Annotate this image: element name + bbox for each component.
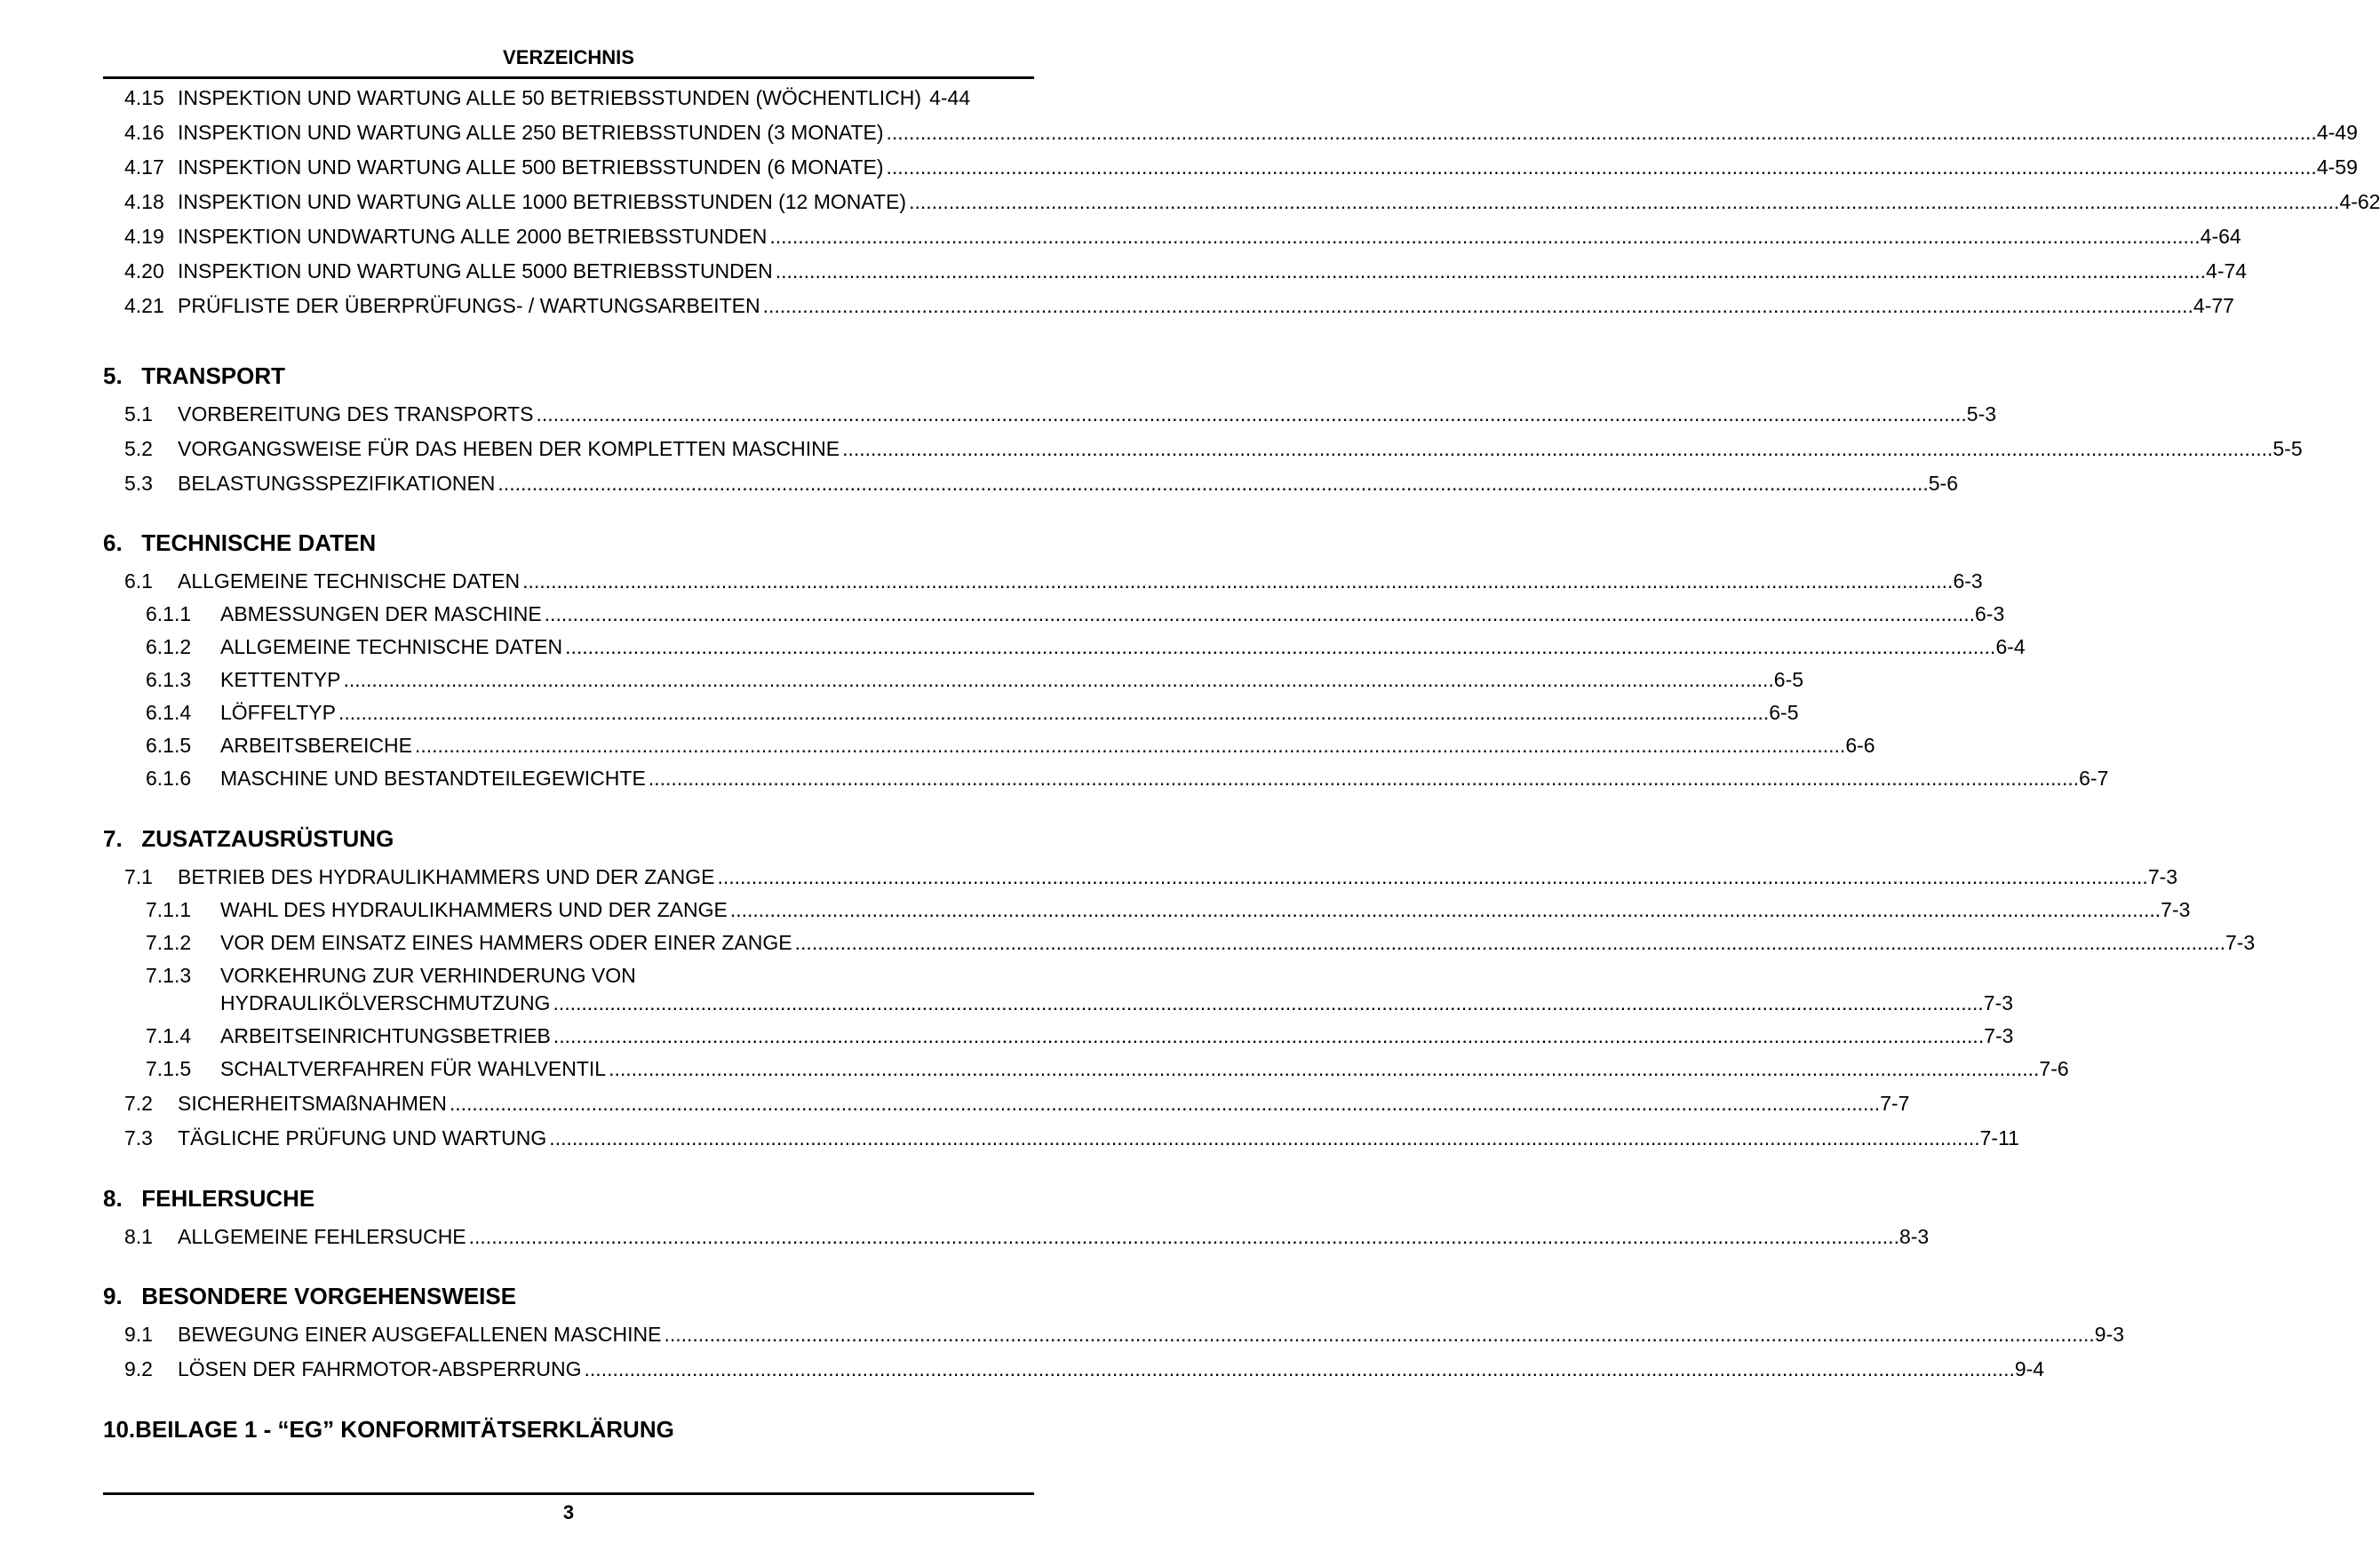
section-number: 5. [103, 362, 123, 389]
entry-title: WAHL DES HYDRAULIKHAMMERS UND DER ZANGE [220, 898, 728, 921]
section-number: 9. [103, 1283, 123, 1309]
section-number: 6. [103, 529, 123, 556]
entry-title-continued: HYDRAULIKÖLVERSCHMUTZUNG [220, 991, 551, 1014]
entry-title: LÖFFELTYP [220, 701, 336, 724]
section-heading-7[interactable] [103, 823, 394, 855]
section-heading-5[interactable] [103, 360, 285, 392]
section-title: TECHNISCHE DATEN [141, 529, 377, 556]
entry-number: 4.16 [124, 121, 164, 144]
leader-dots [730, 894, 2161, 926]
entry-page: 7-3 [2147, 865, 2178, 888]
toc-entry-6-1-2[interactable] [146, 631, 2026, 663]
toc-entry-7-1-5[interactable] [146, 1053, 2069, 1085]
leader-dots [553, 987, 1983, 1019]
entry-number: 7.1.5 [146, 1057, 192, 1080]
section-title: FEHLERSUCHE [141, 1185, 315, 1212]
entry-title: TÄGLICHE PRÜFUNG UND WARTUNG [178, 1126, 547, 1149]
entry-title: BETRIEB DES HYDRAULIKHAMMERS UND DER ZANGE [178, 865, 715, 888]
entry-page: 7-3 [1984, 1024, 2014, 1047]
leader-dots [609, 1053, 2039, 1085]
entry-page: 7-6 [2039, 1057, 2069, 1080]
entry-number: 7.1.2 [146, 931, 192, 954]
entry-title: PRÜFLISTE DER ÜBERPRÜFUNGS- / WARTUNGSARBEITEN [178, 294, 760, 317]
entry-title: ARBEITSBEREICHE [220, 734, 412, 757]
toc-entry-8-1[interactable] [124, 1221, 1930, 1253]
entry-title: INSPEKTION UNDWARTUNG ALLE 2000 BETRIEBSSTUNDEN [178, 225, 768, 248]
entry-title: LÖSEN DER FAHRMOTOR-ABSPERRUNG [178, 1357, 582, 1380]
entry-page: 6-3 [1975, 602, 2005, 625]
entry-title: VORGANGSWEISE FÜR DAS HEBEN DER KOMPLETTEN MASCHINE [178, 437, 840, 460]
leader-dots [536, 398, 1966, 430]
leader-dots [338, 696, 1769, 728]
entry-page: 6-5 [1773, 668, 1804, 691]
toc-entry-4-21[interactable] [124, 290, 2234, 322]
leader-dots [909, 186, 2339, 218]
entry-page: 6-5 [1769, 701, 1799, 724]
leader-dots [522, 565, 1953, 597]
entry-number: 9.2 [124, 1357, 153, 1380]
entry-number: 6.1.5 [146, 734, 192, 757]
entry-page: 4-59 [2316, 155, 2358, 179]
leader-dots [497, 467, 1928, 499]
entry-page: 4-77 [2193, 294, 2234, 317]
entry-page: 6-4 [1995, 635, 2026, 658]
leader-dots [776, 255, 2206, 287]
entry-number: 4.15 [124, 86, 164, 109]
section-heading-10[interactable] [103, 1413, 674, 1445]
entry-title: MASCHINE UND BESTANDTEILEGEWICHTE [220, 767, 646, 790]
toc-entry-7-1[interactable] [124, 861, 2178, 893]
entry-page: 7-3 [2225, 931, 2256, 954]
toc-entry-4-16[interactable] [124, 116, 2358, 148]
toc-entry-6-1-3[interactable] [146, 664, 1804, 696]
entry-number: 4.18 [124, 190, 164, 213]
entry-page: 5-5 [2273, 437, 2303, 460]
entry-number: 4.20 [124, 259, 164, 282]
toc-entry-5-1[interactable] [124, 398, 1997, 430]
entry-number: 7.1 [124, 865, 153, 888]
entry-page: 9-4 [2014, 1357, 2045, 1380]
entry-page: 4-74 [2206, 259, 2248, 282]
leader-dots [763, 290, 2193, 322]
toc-entry-6-1-4[interactable] [146, 696, 1799, 728]
entry-page: 7-3 [2161, 898, 2191, 921]
entry-number: 4.21 [124, 294, 164, 317]
toc-entry-9-2[interactable] [124, 1353, 2045, 1385]
entry-number: 9.1 [124, 1323, 153, 1346]
entry-page: 6-7 [2079, 767, 2109, 790]
section-title: BEILAGE 1 - “EG” KONFORMITÄTSERKLÄRUNG [135, 1416, 674, 1443]
entry-title: BELASTUNGSSPEZIFIKATIONEN [178, 472, 496, 495]
entry-number: 5.2 [124, 437, 153, 460]
entry-number: 7.2 [124, 1092, 153, 1115]
entry-title: SCHALTVERFAHREN FÜR WAHLVENTIL [220, 1057, 607, 1080]
entry-number: 5.3 [124, 472, 153, 495]
entry-title: INSPEKTION UND WARTUNG ALLE 250 BETRIEBSSTUNDEN (3 MONATE) [178, 121, 884, 144]
toc-entry-4-18[interactable] [124, 186, 2380, 218]
entry-title: INSPEKTION UND WARTUNG ALLE 1000 BETRIEBSSTUNDEN (12 MONATE) [178, 190, 907, 213]
entry-title: SICHERHEITSMAßNAHMEN [178, 1092, 447, 1115]
entry-number: 7.1.3 [146, 964, 192, 987]
entry-number: 6.1.4 [146, 701, 192, 724]
leader-dots [585, 1353, 2015, 1385]
leader-dots [887, 151, 2317, 183]
entry-page: 4-64 [2200, 225, 2241, 248]
page-number: 3 [562, 1501, 575, 1523]
entry-number: 8.1 [124, 1225, 153, 1248]
entry-page: 5-3 [1966, 402, 1997, 426]
entry-number: 6.1.3 [146, 668, 192, 691]
section-number: 8. [103, 1185, 123, 1212]
leader-dots [545, 598, 1975, 630]
section-number: 7. [103, 825, 123, 852]
entry-page: 6-6 [1845, 734, 1875, 757]
entry-title: ALLGEMEINE FEHLERSUCHE [178, 1225, 466, 1248]
toc-entry-7-1-3-continued[interactable] [220, 987, 2014, 1019]
toc-entry-7-3[interactable] [124, 1122, 2019, 1154]
entry-page: 8-3 [1898, 1225, 1930, 1248]
section-title: ZUSATZAUSRÜSTUNG [141, 825, 394, 852]
entry-page: 7-7 [1880, 1092, 1910, 1115]
entry-title: INSPEKTION UND WARTUNG ALLE 500 BETRIEBSSTUNDEN (6 MONATE) [178, 155, 884, 179]
toc-entry-4-15[interactable] [124, 82, 1034, 114]
entry-title: INSPEKTION UND WARTUNG ALLE 50 BETRIEBSSTUNDEN (WÖCHENTLICH) [178, 86, 922, 109]
section-heading-8[interactable] [103, 1182, 314, 1214]
entry-number: 6.1.2 [146, 635, 192, 658]
entry-number: 6.1 [124, 569, 153, 593]
entry-title: INSPEKTION UND WARTUNG ALLE 5000 BETRIEBSSTUNDEN [178, 259, 773, 282]
leader-dots [842, 433, 2273, 465]
page-header: VERZEICHNIS [503, 46, 634, 68]
toc-entry-6-1-1[interactable] [146, 598, 2005, 630]
entry-page: 4-44 [929, 86, 971, 109]
entry-title: ALLGEMEINE TECHNISCHE DATEN [220, 635, 563, 658]
leader-dots [649, 762, 2079, 794]
entry-number: 6.1.6 [146, 767, 192, 790]
toc-entry-7-1-1[interactable] [146, 894, 2191, 926]
toc-entry-6-1[interactable] [124, 565, 1983, 597]
entry-page: 5-6 [1928, 472, 1958, 495]
toc-entry-7-1-2[interactable] [146, 927, 2256, 958]
entry-page: 6-3 [1953, 569, 1983, 593]
entry-number: 5.1 [124, 402, 153, 426]
toc-entry-4-20[interactable] [124, 255, 2248, 287]
entry-number: 6.1.1 [146, 602, 192, 625]
entry-title: VORKEHRUNG ZUR VERHINDERUNG VON [220, 964, 636, 987]
entry-title: ARBEITSEINRICHTUNGSBETRIEB [220, 1024, 551, 1047]
entry-number: 7.1.1 [146, 898, 192, 921]
toc-entry-4-17[interactable] [124, 151, 2358, 183]
leader-dots [717, 861, 2147, 893]
section-title: BESONDERE VORGEHENSWEISE [141, 1283, 517, 1309]
leader-dots [565, 631, 1995, 663]
toc-entry-9-1[interactable] [124, 1318, 2125, 1350]
leader-dots [553, 1020, 1984, 1052]
entry-page: 4-62 [2339, 190, 2380, 213]
toc-entry-5-2[interactable] [124, 433, 2303, 465]
entry-title: ALLGEMEINE TECHNISCHE DATEN [178, 569, 521, 593]
toc-entry-5-3[interactable] [124, 467, 1958, 499]
entry-number: 7.1.4 [146, 1024, 192, 1047]
entry-page: 7-3 [1983, 991, 2014, 1014]
toc-entry-6-1-5[interactable] [146, 729, 1875, 761]
section-number: 10. [103, 1416, 136, 1443]
entry-page: 7-11 [1979, 1126, 2019, 1149]
toc-entry-4-19[interactable] [124, 220, 2241, 252]
header-rule [103, 76, 1034, 79]
leader-dots [469, 1221, 1899, 1253]
leader-dots [664, 1318, 2094, 1350]
toc-entry-7-2[interactable] [124, 1087, 1910, 1119]
entry-number: 4.17 [124, 155, 164, 179]
entry-number: 7.3 [124, 1126, 153, 1149]
entry-title: ABMESSUNGEN DER MASCHINE [220, 602, 542, 625]
entry-number: 4.19 [124, 225, 164, 248]
section-heading-6[interactable] [103, 527, 376, 559]
entry-page: 9-3 [2094, 1323, 2125, 1346]
toc-entry-6-1-6[interactable] [146, 762, 2109, 794]
leader-dots [549, 1122, 1979, 1154]
entry-title: BEWEGUNG EINER AUSGEFALLENEN MASCHINE [178, 1323, 662, 1346]
entry-title: VOR DEM EINSATZ EINES HAMMERS ODER EINER ZANGE [220, 931, 792, 954]
entry-title: VORBEREITUNG DES TRANSPORTS [178, 402, 534, 426]
footer-rule [103, 1492, 1034, 1495]
entry-page: 4-49 [2316, 121, 2358, 144]
leader-dots [415, 729, 1845, 761]
leader-dots [795, 927, 2225, 958]
section-heading-9[interactable] [103, 1280, 516, 1312]
leader-dots [343, 664, 1773, 696]
entry-title: KETTENTYP [220, 668, 341, 691]
leader-dots [769, 220, 2200, 252]
leader-dots [887, 116, 2317, 148]
section-title: TRANSPORT [141, 362, 286, 389]
toc-entry-7-1-4[interactable] [146, 1020, 2014, 1052]
leader-dots [450, 1087, 1880, 1119]
